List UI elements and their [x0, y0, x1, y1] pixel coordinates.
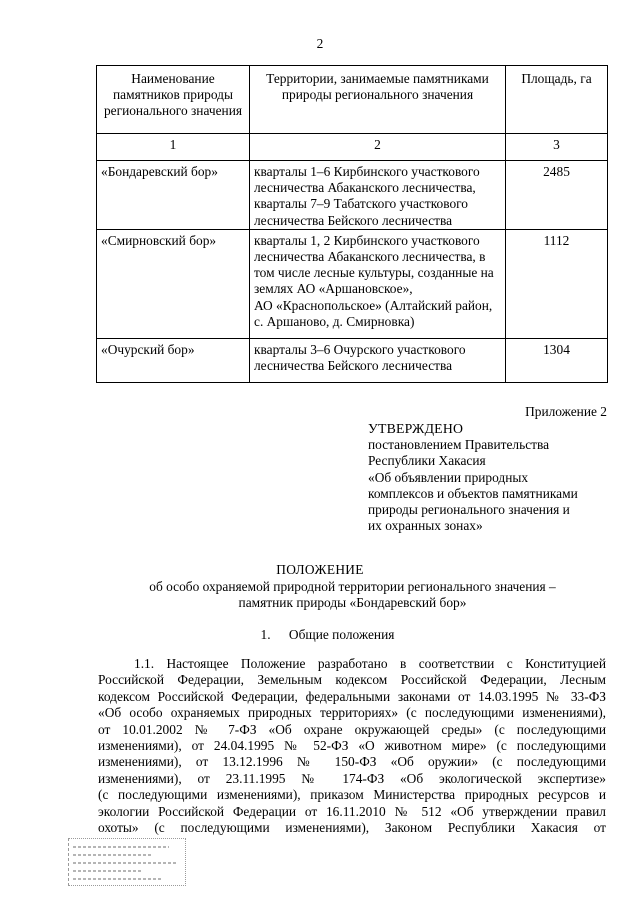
approval-block: [368, 421, 608, 534]
monument-name: «Бондаревский бор»: [97, 161, 250, 230]
monument-territory: кварталы 1–6 Кирбинского участкового лесничества Абаканского лесничества, кварталы 7–9 Табатского участкового лесничества Бейского лесничества: [250, 161, 506, 230]
paragraph-line: Российской Федерации, Земельным кодексом Российской Федерации, Лесным: [98, 672, 606, 688]
column-number: 2: [250, 134, 506, 161]
header-territory: Территории, занимаемые памятниками природы регионального значения: [250, 66, 506, 134]
paragraph-line: от 10.01.2002 № 7-ФЗ «Об охране окружающей среды» (с последующими: [98, 721, 606, 737]
monument-territory: кварталы 3–6 Очурского участкового лесничества Бейского лесничества: [250, 338, 506, 382]
table-header-row: [97, 66, 608, 134]
document-subtitle: об особо охраняемой природной территории регионального значения – памятник природы «Бондаревский бор»: [149, 579, 556, 611]
monument-area: 1112: [506, 229, 608, 338]
paragraph-line: охоты» (с последующими изменениями), Законом Республики Хакасия от: [98, 819, 606, 835]
page-number: 2: [316, 36, 324, 51]
paragraph-line: изменениями), от 13.12.1996 № 150-ФЗ «Об оружии» (с последующими: [98, 754, 606, 770]
column-number-row: [97, 134, 608, 161]
monument-name: «Смирновский бор»: [97, 229, 250, 338]
header-area: Площадь, га: [506, 66, 608, 134]
monuments-table: [96, 65, 608, 383]
paragraph-1-1: [98, 656, 606, 836]
column-number: 1: [97, 134, 250, 161]
appendix-label: Приложение 2: [525, 404, 607, 419]
paragraph-line: изменениями), от 23.11.1995 № 174-ФЗ «Об экологической экспертизе»: [98, 770, 606, 786]
paragraph-line: (с последующими изменениями), приказом Министерства природных ресурсов и: [98, 787, 606, 803]
paragraph-line: изменениями), от 24.04.1995 № 52-ФЗ «О животном мире» (с последующими: [98, 737, 606, 753]
paragraph-line: кодексом Российской Федерации, федеральными законами от 14.03.1995 № 33-ФЗ: [98, 688, 606, 704]
approved-body: постановлением Правительства Республики Хакасия «Об объявлении природных комплексов и объектов памятниками природы регионального значения и их охранных зонах»: [368, 437, 578, 534]
header-monument-name: Наименование памятников природы регионального значения: [97, 66, 250, 134]
faded-stamp: [68, 838, 186, 886]
table-row: [97, 338, 608, 382]
monument-territory: кварталы 1, 2 Кирбинского участкового лесничества Абаканского лесничества, в том числе лесные культуры, созданные на землях АО «Аршановское», АО «Краснопольское» (Алтайский район, с. Аршаново, д. Смирновка): [250, 229, 506, 338]
approved-heading: УТВЕРЖДЕНО: [368, 421, 464, 436]
paragraph-line: экологии Российской Федерации от 16.11.2010 № 512 «Об утверждении правил: [98, 803, 606, 819]
document-title: ПОЛОЖЕНИЕ: [276, 562, 364, 577]
section-number: 1.: [260, 627, 271, 642]
table-row: [97, 229, 608, 338]
paragraph-line: 1.1. Настоящее Положение разработано в соответствии с Конституцией: [134, 656, 606, 671]
section-title: Общие положения: [288, 627, 395, 642]
monument-area: 2485: [506, 161, 608, 230]
paragraph-line: «Об особо охраняемых природных территориях» (с последующими изменениями),: [98, 705, 606, 721]
table-row: [97, 161, 608, 230]
section-heading: [0, 627, 640, 643]
column-number: 3: [506, 134, 608, 161]
monument-name: «Очурский бор»: [97, 338, 250, 382]
monument-area: 1304: [506, 338, 608, 382]
